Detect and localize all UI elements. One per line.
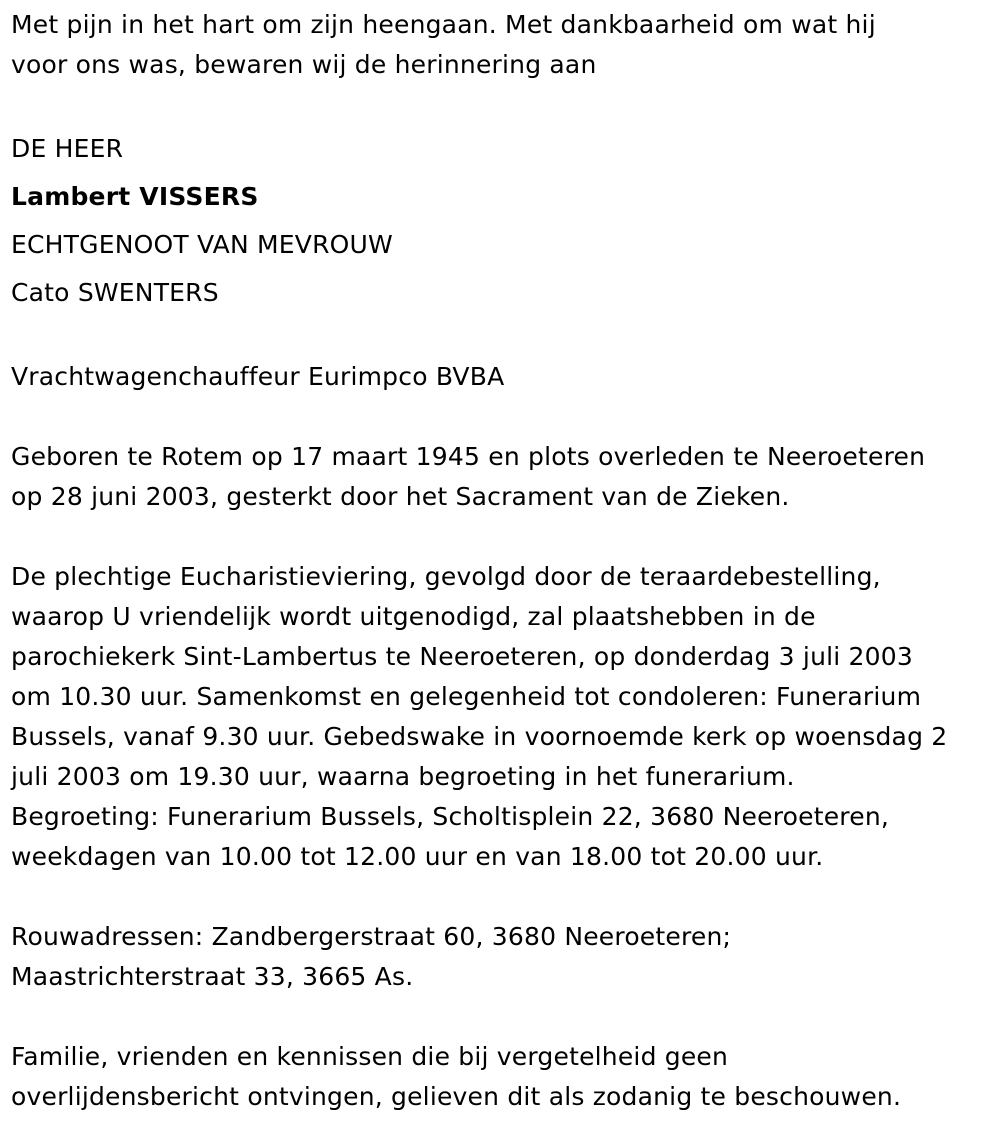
ceremony-line: juli 2003 om 19.30 uur, waarna begroeting in het funerarium. (11, 762, 795, 791)
birth-death-paragraph (11, 437, 988, 517)
spouse-name: Cato SWENTERS (11, 278, 219, 307)
occupation: Vrachtwagenchauffeur Eurimpco BVBA (11, 362, 505, 391)
intro-line: Met pijn in het hart om zijn heengaan. Met dankbaarheid om wat hij (11, 10, 876, 39)
closing-line: Familie, vrienden en kennissen die bij vergetelheid geen (11, 1042, 729, 1071)
deceased-block (11, 125, 988, 317)
deceased-name: Lambert VISSERS (11, 182, 259, 211)
birth-death-line: Geboren te Rotem op 17 maart 1945 en plots overleden te Neeroeteren (11, 442, 926, 471)
ceremony-line: parochiekerk Sint-Lambertus te Neeroeteren, op donderdag 3 juli 2003 (11, 642, 913, 671)
address-line: Maastrichterstraat 33, 3665 As. (11, 962, 414, 991)
ceremony-line: Bussels, vanaf 9.30 uur. Gebedswake in voornoemde kerk op woensdag 2 (11, 722, 948, 751)
occupation-paragraph (11, 357, 988, 397)
honorific-title: DE HEER (11, 134, 124, 163)
birth-death-line: op 28 juni 2003, gesterkt door het Sacrament van de Zieken. (11, 482, 790, 511)
address-line: Rouwadressen: Zandbergerstraat 60, 3680 Neeroeteren; (11, 922, 732, 951)
ceremony-line: weekdagen van 10.00 tot 12.00 uur en van 18.00 tot 20.00 uur. (11, 842, 824, 871)
ceremony-line: om 10.30 uur. Samenkomst en gelegenheid tot condoleren: Funerarium (11, 682, 922, 711)
ceremony-line: De plechtige Eucharistieviering, gevolgd door de teraardebestelling, (11, 562, 881, 591)
addresses-paragraph (11, 917, 988, 997)
ceremony-line: waarop U vriendelijk wordt uitgenodigd, zal plaatshebben in de (11, 602, 816, 631)
closing-paragraph (11, 1037, 988, 1117)
intro-line: voor ons was, bewaren wij de herinnering aan (11, 50, 597, 79)
intro-paragraph (11, 5, 988, 85)
ceremony-line: Begroeting: Funerarium Bussels, Scholtisplein 22, 3680 Neeroeteren, (11, 802, 890, 831)
spouse-label: ECHTGENOOT VAN MEVROUW (11, 230, 393, 259)
closing-line: overlijdensbericht ontvingen, gelieven dit als zodanig te beschouwen. (11, 1082, 902, 1111)
ceremony-paragraph (11, 557, 988, 877)
